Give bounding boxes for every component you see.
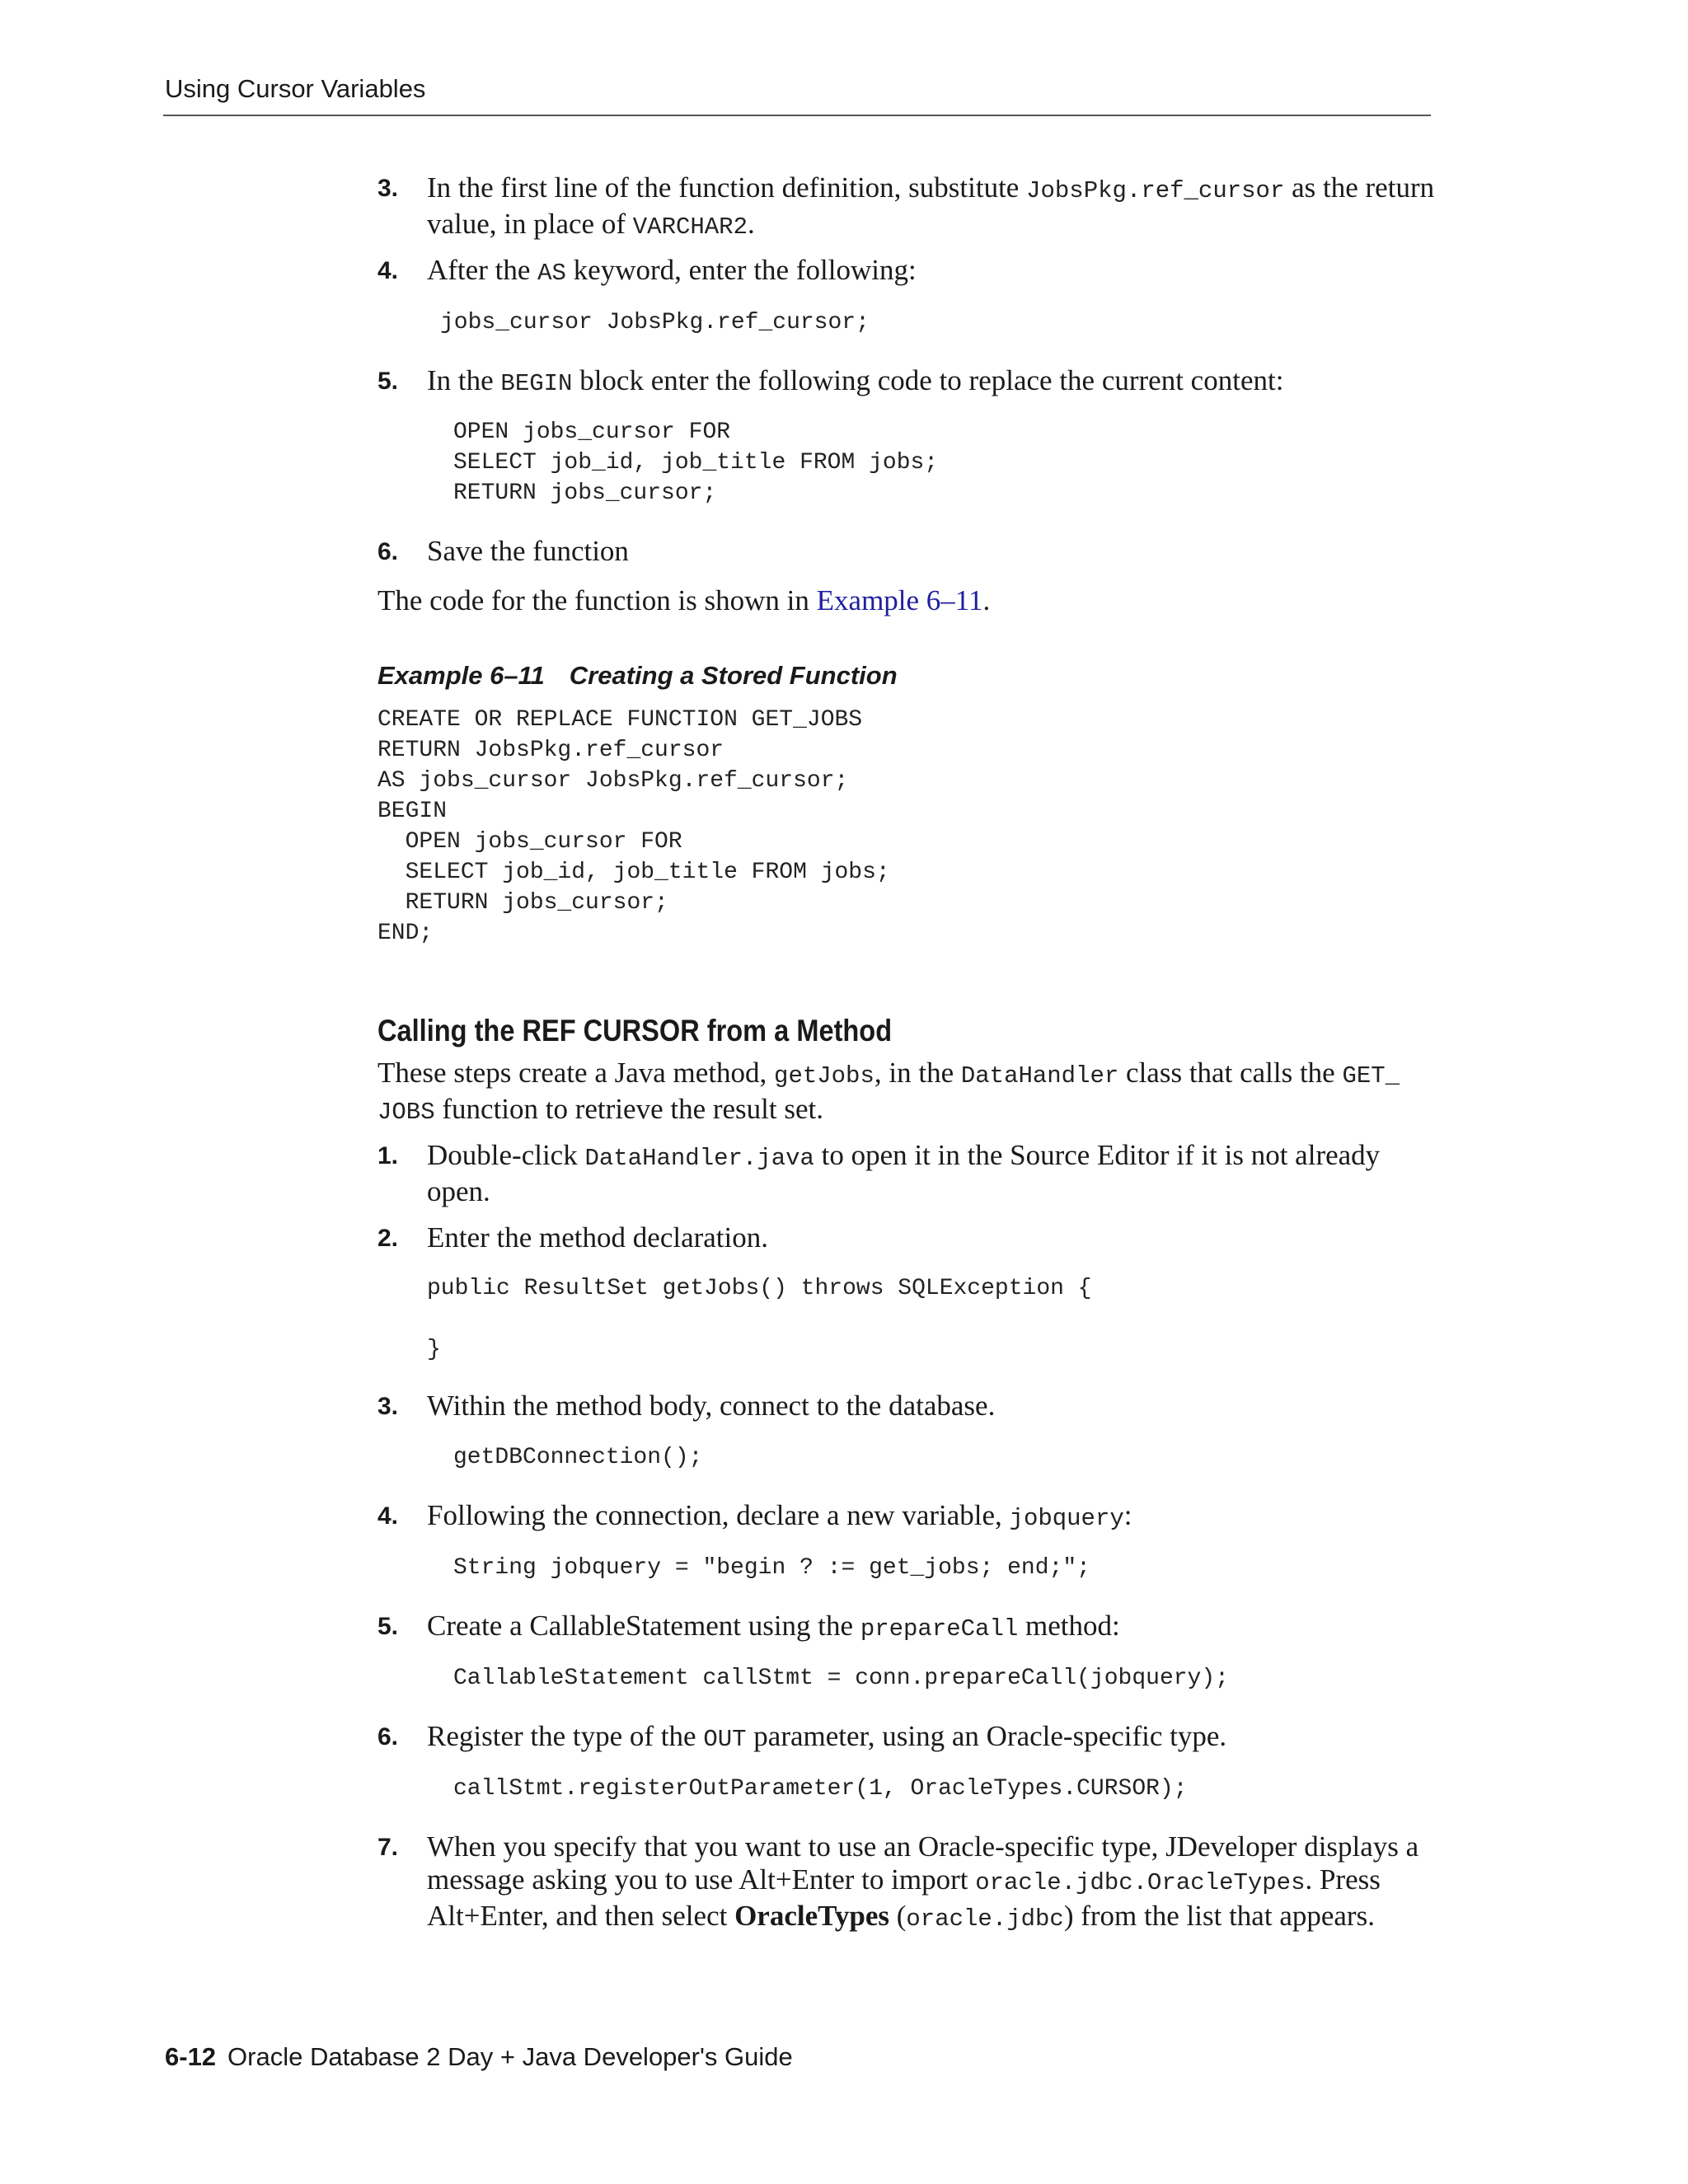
text: After the [427,254,538,286]
inline-code: oracle.jdbc.OracleTypes [975,1869,1306,1896]
paragraph [377,584,1441,617]
step-number: 5. [377,368,399,395]
step-number: 1. [377,1142,399,1169]
step-text [427,1610,1441,1646]
inline-code: OUT [703,1726,747,1753]
inline-code: AS [537,260,566,287]
example-label: Example 6–11 [377,661,545,690]
text: Create a CallableStatement using the [427,1610,860,1642]
step-text [427,1139,1441,1208]
text: function to retrieve the result set. [434,1093,823,1125]
text: When you specify that you want to use an Oracle-specific type, JDeveloper displays a message asking you to use Alt+Enter to import [427,1830,1419,1896]
inline-code: GET_ [1342,1062,1400,1090]
text: ( [889,1900,907,1932]
text: These steps create a Java method, [377,1057,775,1089]
text: : [1123,1499,1132,1531]
step-number: 6. [377,538,399,565]
inline-code: DataHandler.java [584,1145,814,1172]
example-code-block: CREATE OR REPLACE FUNCTION GET_JOBS RETURN JobsPkg.ref_cursor AS jobs_cursor JobsPkg.ref_cursor; BEGIN OPEN jobs_cursor FOR SELECT job_id, job_title FROM jobs; RETURN jobs_cursor; END; [377,707,890,946]
text: parameter, using an Oracle-specific type. [746,1720,1227,1752]
example-title: Creating a Stored Function [569,661,898,690]
text: In the [427,364,501,396]
step-text [427,364,1441,401]
text: . Press Alt+Enter, and then select [427,1863,1381,1932]
text: The code for the function is shown in [377,584,817,616]
text: Double-click [427,1139,585,1171]
inline-code: oracle.jdbc [906,1905,1064,1933]
step-text: Enter the method declaration. [427,1221,769,1254]
code-block: String jobquery = "begin ? := get_jobs; end;"; [453,1555,1090,1581]
inline-code: getJobs [774,1062,874,1090]
page-footer [165,2042,793,2072]
section-heading: Calling the REF CURSOR from a Method [377,1014,893,1047]
step-text [427,171,1441,244]
text: . [748,208,755,240]
step-number: 4. [377,1502,399,1530]
text: block enter the following code to replace the current content: [572,364,1284,396]
running-header: Using Cursor Variables [165,74,426,103]
code-block: public ResultSet getJobs() throws SQLException { } [427,1276,1092,1362]
text: keyword, enter the following: [565,254,917,286]
step-text [427,1830,1441,1936]
code-block: jobs_cursor JobsPkg.ref_cursor; [440,310,870,335]
step-text [427,1720,1441,1756]
inline-code: VARCHAR2 [632,213,748,241]
example-link[interactable]: Example 6–11 [816,584,983,616]
step-text: Save the function [427,535,629,567]
book-title: Oracle Database 2 Day + Java Developer's Guide [227,2042,793,2071]
step-number: 7. [377,1834,399,1861]
page-number: 6-12 [165,2042,217,2071]
step-text [427,254,1441,290]
text: as the return value, in place of [427,171,1435,240]
text: , in the [874,1057,961,1089]
text: to open it in the Source Editor if it is not already open. [427,1139,1381,1207]
inline-code: JOBS [377,1099,435,1126]
section-intro [377,1057,1441,1129]
inline-code: jobquery [1009,1505,1124,1532]
inline-code: prepareCall [860,1615,1019,1643]
example-caption [377,661,898,691]
code-block: CallableStatement callStmt = conn.prepareCall(jobquery); [453,1666,1229,1691]
step-text [427,1499,1441,1535]
inline-code: JobsPkg.ref_cursor [1026,177,1285,204]
text: Following the connection, declare a new variable, [427,1499,1010,1531]
text: ) from the list that appears. [1063,1900,1375,1932]
step-number: 5. [377,1613,399,1640]
text: method: [1018,1610,1120,1642]
step-number: 3. [377,175,399,202]
bold-term: OracleTypes [734,1900,889,1932]
step-text: Within the method body, connect to the database. [427,1390,996,1422]
text: In the first line of the function definition, substitute [427,171,1027,204]
text: Register the type of the [427,1720,704,1752]
step-number: 3. [377,1393,399,1420]
step-number: 2. [377,1225,399,1252]
step-number: 4. [377,257,399,284]
text: class that calls the [1118,1057,1343,1089]
inline-code: DataHandler [960,1062,1119,1090]
code-block: OPEN jobs_cursor FOR SELECT job_id, job_title FROM jobs; RETURN jobs_cursor; [453,419,939,506]
code-block: callStmt.registerOutParameter(1, OracleTypes.CURSOR); [453,1776,1188,1802]
header-rule [163,115,1431,116]
code-block: getDBConnection(); [453,1445,703,1470]
step-number: 6. [377,1723,399,1750]
text: . [982,584,991,616]
inline-code: BEGIN [500,370,573,397]
